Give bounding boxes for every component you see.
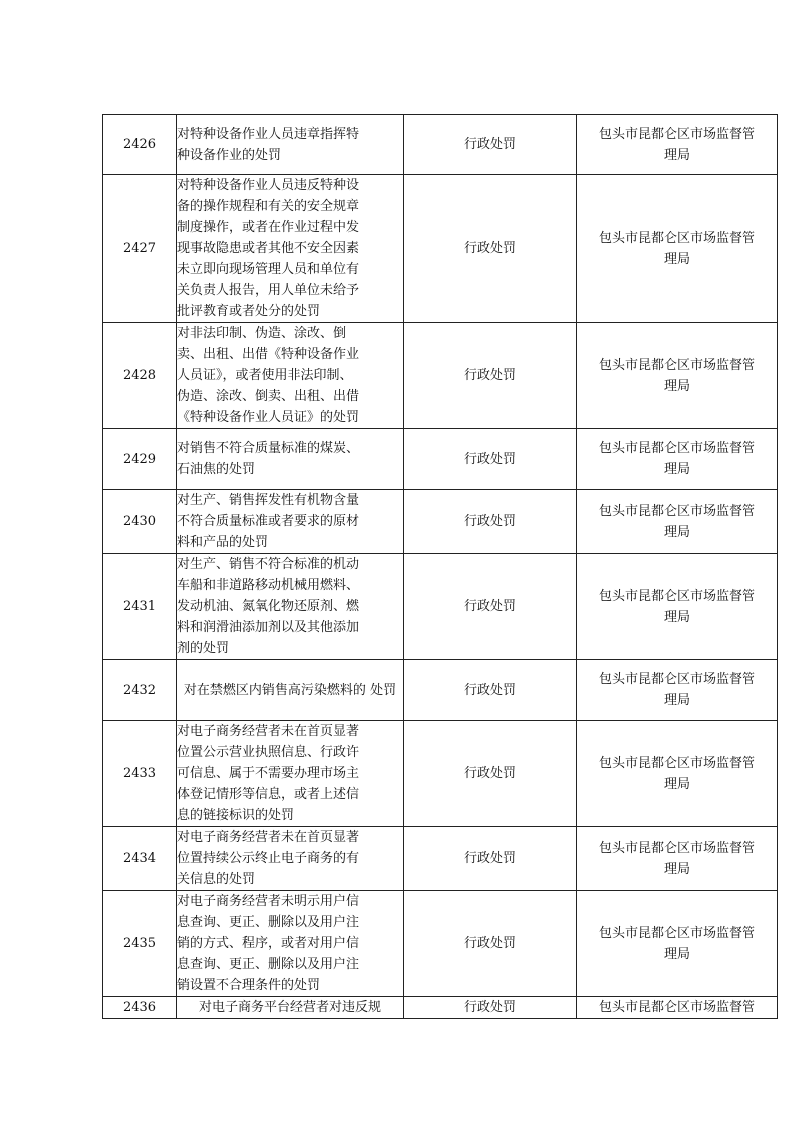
item-name-line: 现事故隐患或者其他不安全因素 xyxy=(177,241,360,256)
item-type: 行政处罚 xyxy=(404,997,577,1019)
item-name-line: 对电子商务经营者未明示用户信 xyxy=(177,894,360,909)
item-name-line: 关信息的处罚 xyxy=(177,872,256,887)
item-name-line: 伪造、涂改、倒卖、出租、出借 xyxy=(177,389,360,404)
item-type: 行政处罚 xyxy=(404,175,577,323)
item-authority xyxy=(577,891,778,997)
item-name-line: 位置持续公示终止电子商务的有 xyxy=(177,851,360,866)
item-name-line: 位置公示营业执照信息、行政许 xyxy=(177,745,360,760)
item-name-line: 料和产品的处罚 xyxy=(177,535,269,550)
authority-line: 包头市昆都仑区市场监督管 xyxy=(598,503,755,519)
table-row xyxy=(103,891,778,997)
authority-line: 包头市昆都仑区市场监督管 xyxy=(598,441,755,456)
item-type: 行政处罚 xyxy=(404,721,577,827)
item-name-line: 对非法印制、伪造、涂改、倒 xyxy=(177,326,347,341)
item-name-line: 处罚 xyxy=(370,682,397,698)
item-type: 行政处罚 xyxy=(404,827,577,891)
authority-line: 包头市昆都仑区市场监督管 xyxy=(598,126,755,142)
authority-line: 理局 xyxy=(663,946,690,962)
authority-line: 包头市昆都仑区市场监督管 xyxy=(598,840,755,856)
item-name-line: 对特种设备作业人员违章指挥特 xyxy=(177,126,360,142)
table-row xyxy=(103,721,778,827)
item-name-line: 息查询、更正、删除以及用户注 xyxy=(177,915,360,930)
item-number: 2426 xyxy=(103,115,177,175)
item-number: 2429 xyxy=(103,429,177,490)
item-name xyxy=(177,721,404,827)
item-authority xyxy=(577,175,778,323)
item-authority xyxy=(577,997,778,1019)
item-number: 2427 xyxy=(103,175,177,323)
item-name-line: 制度操作，或者在作业过程中发 xyxy=(177,220,360,235)
item-authority xyxy=(577,827,778,891)
item-name-line: 对特种设备作业人员违反特种设 xyxy=(177,178,360,193)
item-type: 行政处罚 xyxy=(404,115,577,175)
table-row xyxy=(103,554,778,660)
item-authority xyxy=(577,721,778,827)
authority-line: 理局 xyxy=(663,147,690,163)
item-type: 行政处罚 xyxy=(404,554,577,660)
item-type: 行政处罚 xyxy=(404,490,577,554)
item-name xyxy=(177,490,404,554)
table-row xyxy=(103,175,778,323)
item-name-line: 对在禁燃区内销售高污染燃料的 xyxy=(183,682,366,698)
item-name-line: 备的操作规程和有关的安全规章 xyxy=(177,199,360,214)
item-name-line: 《特种设备作业人员证》的处罚 xyxy=(177,410,360,425)
item-type: 行政处罚 xyxy=(404,660,577,721)
item-name-line: 批评教育或者处分的处罚 xyxy=(177,304,321,319)
item-number: 2428 xyxy=(103,323,177,429)
authority-line: 包头市昆都仑区市场监督管 xyxy=(598,588,755,604)
item-name-line: 对电子商务经营者未在首页显著 xyxy=(177,830,360,845)
item-type: 行政处罚 xyxy=(404,429,577,490)
authority-line: 理局 xyxy=(663,776,690,792)
table-row xyxy=(103,323,778,429)
authority-line: 理局 xyxy=(663,609,690,625)
item-name-line: 体登记情形等信息，或者上述信 xyxy=(177,787,360,802)
item-authority xyxy=(577,554,778,660)
authority-line: 理局 xyxy=(663,524,690,540)
item-authority xyxy=(577,323,778,429)
table-row xyxy=(103,827,778,891)
authority-line: 包头市昆都仑区市场监督管 xyxy=(598,925,755,941)
item-name-line: 对生产、销售挥发性有机物含量 xyxy=(177,493,360,508)
enforcement-items-table xyxy=(102,114,778,1019)
item-type: 行政处罚 xyxy=(404,891,577,997)
item-name-line: 息的链接标识的处罚 xyxy=(177,808,295,823)
item-name xyxy=(177,429,404,490)
item-name-line: 销设置不合理条件的处罚 xyxy=(177,978,321,993)
item-name-line: 石油焦的处罚 xyxy=(177,462,256,477)
authority-line: 包头市昆都仑区市场监督管 xyxy=(598,230,755,246)
table-row xyxy=(103,429,778,490)
authority-line: 包头市昆都仑区市场监督管 xyxy=(598,1000,755,1015)
authority-line: 理局 xyxy=(663,462,690,477)
table-row xyxy=(103,490,778,554)
item-authority xyxy=(577,660,778,721)
item-number: 2436 xyxy=(103,997,177,1019)
item-name-line: 不符合质量标准或者要求的原材 xyxy=(177,514,360,529)
item-name-line: 人员证》，或者使用非法印制、 xyxy=(177,368,353,383)
item-name xyxy=(177,115,404,175)
authority-line: 理局 xyxy=(663,378,690,394)
item-name-line: 对电子商务平台经营者对违反规 xyxy=(198,1000,381,1015)
item-name xyxy=(177,891,404,997)
table-row xyxy=(103,997,778,1019)
item-name xyxy=(177,827,404,891)
item-name xyxy=(177,997,404,1019)
item-name-line: 关负责人报告，用人单位未给予 xyxy=(177,283,360,298)
item-name xyxy=(177,554,404,660)
item-name-line: 剂的处罚 xyxy=(177,641,230,656)
item-name-line: 可信息、属于不需要办理市场主 xyxy=(177,766,360,781)
item-name-line: 料和润滑油添加剂以及其他添加 xyxy=(177,620,360,635)
table-row xyxy=(103,660,778,721)
authority-line: 包头市昆都仑区市场监督管 xyxy=(598,755,755,771)
authority-line: 理局 xyxy=(663,251,690,267)
item-authority xyxy=(577,115,778,175)
item-number: 2432 xyxy=(103,660,177,721)
item-name-line: 对生产、销售不符合标准的机动 xyxy=(177,557,360,572)
item-authority xyxy=(577,490,778,554)
item-number: 2431 xyxy=(103,554,177,660)
table-row xyxy=(103,115,778,175)
item-name-line: 对销售不符合质量标准的煤炭、 xyxy=(177,441,360,456)
item-name xyxy=(177,323,404,429)
authority-line: 包头市昆都仑区市场监督管 xyxy=(598,357,755,373)
item-number: 2435 xyxy=(103,891,177,997)
item-name-line: 种设备作业的处罚 xyxy=(177,147,282,163)
item-number: 2433 xyxy=(103,721,177,827)
item-type: 行政处罚 xyxy=(404,323,577,429)
item-authority xyxy=(577,429,778,490)
authority-line: 包头市昆都仑区市场监督管 xyxy=(598,672,755,687)
authority-line: 理局 xyxy=(663,861,690,877)
authority-line: 理局 xyxy=(663,693,690,708)
item-name xyxy=(177,175,404,323)
item-name-line: 卖、出租、出借《特种设备作业 xyxy=(177,347,360,362)
item-name-line: 车船和非道路移动机械用燃料、 xyxy=(177,578,360,593)
item-name xyxy=(177,660,404,721)
item-name-line: 销的方式、程序，或者对用户信 xyxy=(177,936,360,951)
item-name-line: 发动机油、氮氧化物还原剂、燃 xyxy=(177,599,360,614)
item-number: 2430 xyxy=(103,490,177,554)
item-number: 2434 xyxy=(103,827,177,891)
item-name-line: 息查询、更正、删除以及用户注 xyxy=(177,957,360,972)
item-name-line: 未立即向现场管理人员和单位有 xyxy=(177,262,360,277)
item-name-line: 对电子商务经营者未在首页显著 xyxy=(177,724,360,739)
